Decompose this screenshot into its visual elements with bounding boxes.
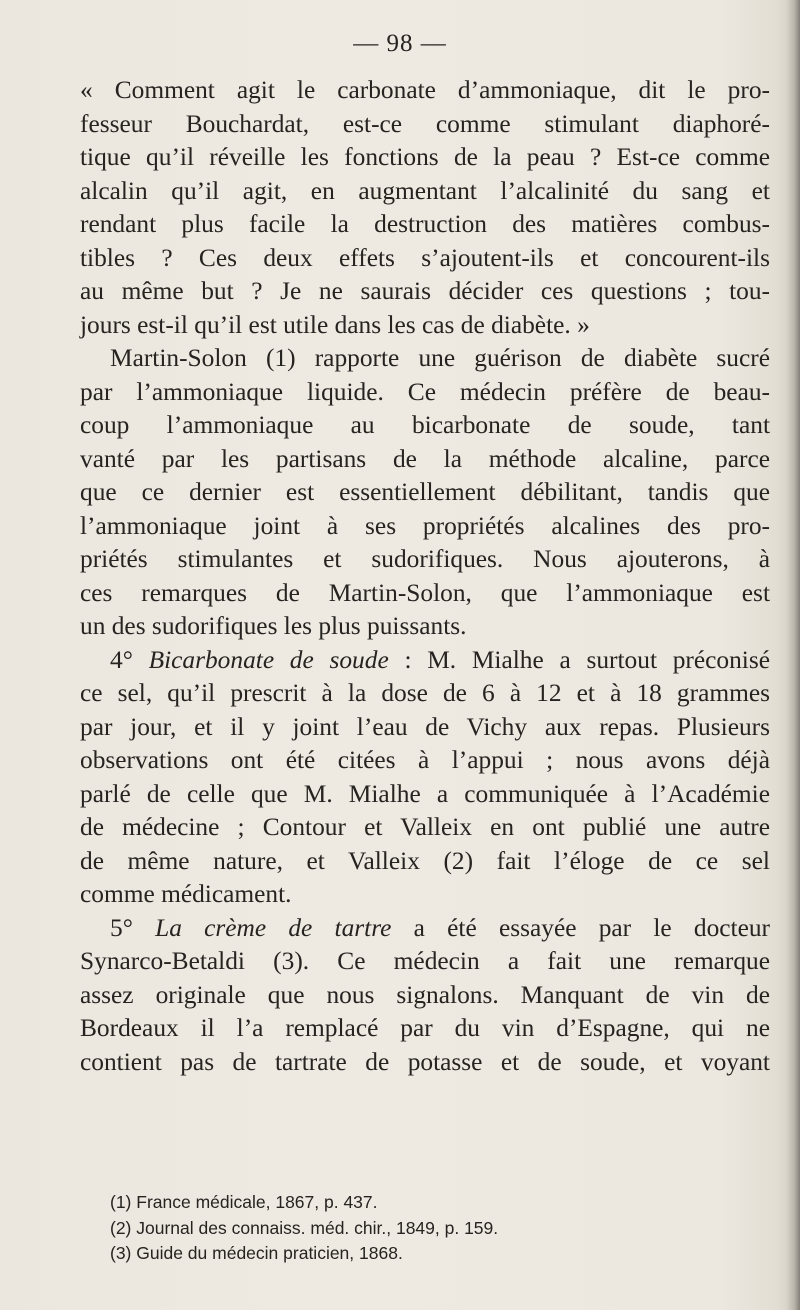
footnote: (3) Guide du médecin praticien, 1868. <box>110 1243 403 1263</box>
text-line: assez originale que nous signalons. Manquant de vin de <box>80 980 770 1009</box>
text-line <box>80 912 770 946</box>
text-line: l’ammoniaque joint à ses propriétés alcalines des pro- <box>80 511 770 540</box>
footnote: (2) Journal des connaiss. méd. chir., 1849, p. 159. <box>110 1217 499 1238</box>
section-heading: La crème de tartre <box>155 913 392 942</box>
text-line: au même but ? Je ne saurais décider ces questions ; tou- <box>80 277 770 305</box>
text-line: que ce dernier est essentiellement débilitant, tandis que <box>80 478 770 506</box>
section-heading: Bicarbonate de soude <box>148 645 389 674</box>
text-line: rendant plus facile la destruction des matières combus- <box>80 210 770 238</box>
text-line: par jour, et il y joint l’eau de Vichy aux repas. Plusieurs <box>80 712 770 741</box>
text-line <box>80 644 770 678</box>
text-line: ces remarques de Martin-Solon, que l’ammoniaque est <box>80 578 770 607</box>
text-line: parlé de celle que M. Mialhe a communiquée à l’Académie <box>80 779 770 808</box>
text-line: « Comment agit le carbonate d’ammoniaque, dit le pro- <box>80 76 770 104</box>
text-line: tibles ? Ces deux effets s’ajoutent-ils et concourent-ils <box>80 243 770 272</box>
text-line: tique qu’il réveille les fonctions de la peau ? Est-ce comme <box>80 143 770 171</box>
text-line: par l’ammoniaque liquide. Ce médecin préfère de beau- <box>80 377 770 406</box>
text-line: coup l’ammoniaque au bicarbonate de soude, tant <box>80 411 770 439</box>
text-run: : M. Mialhe a surtout préconisé <box>388 645 771 674</box>
footnotes <box>110 1190 770 1267</box>
text-line: contient pas de tartrate de potasse et de soude, et voyant <box>80 1047 770 1076</box>
text-line: alcalin qu’il agit, en augmentant l’alcalinité du sang et <box>80 176 770 205</box>
page-number: — 98 — <box>353 30 447 57</box>
text-line: observations ont été citées à l’appui ; nous avons déjà <box>80 746 770 774</box>
text-line: jours est-il qu’il est utile dans les cas de diabète. » <box>80 310 590 339</box>
text-line: Martin-Solon (1) rapporte une guérison de diabète sucré <box>110 344 770 372</box>
text-line: Bordeaux il l’a remplacé par du vin d’Espagne, qui ne <box>80 1014 770 1042</box>
text-run: a été essayée par le docteur <box>391 913 771 942</box>
text-line: de médecine ; Contour et Valleix en ont publié une autre <box>80 813 770 841</box>
text-line: Synarco-Betaldi (3). Ce médecin a fait une remarque <box>80 947 770 975</box>
text-line: fesseur Bouchardat, est-ce comme stimulant diaphoré- <box>80 109 770 138</box>
text-line: priétés stimulantes et sudorifiques. Nous ajouterons, à <box>80 545 770 573</box>
footnote: (1) France médicale, 1867, p. 437. <box>110 1192 378 1212</box>
page-edge-shadow <box>786 0 800 1310</box>
text-line: comme médicament. <box>80 880 292 908</box>
section-number: 5° <box>110 913 156 942</box>
text-line: ce sel, qu’il prescrit à la dose de 6 à 12 et à 18 grammes <box>80 679 770 707</box>
body-text <box>80 74 770 1079</box>
text-line: de même nature, et Valleix (2) fait l’éloge de ce sel <box>80 846 770 875</box>
text-line: vanté par les partisans de la méthode alcaline, parce <box>80 444 770 473</box>
text-line: un des sudorifiques les plus puissants. <box>80 612 467 640</box>
section-number: 4° <box>110 645 149 674</box>
